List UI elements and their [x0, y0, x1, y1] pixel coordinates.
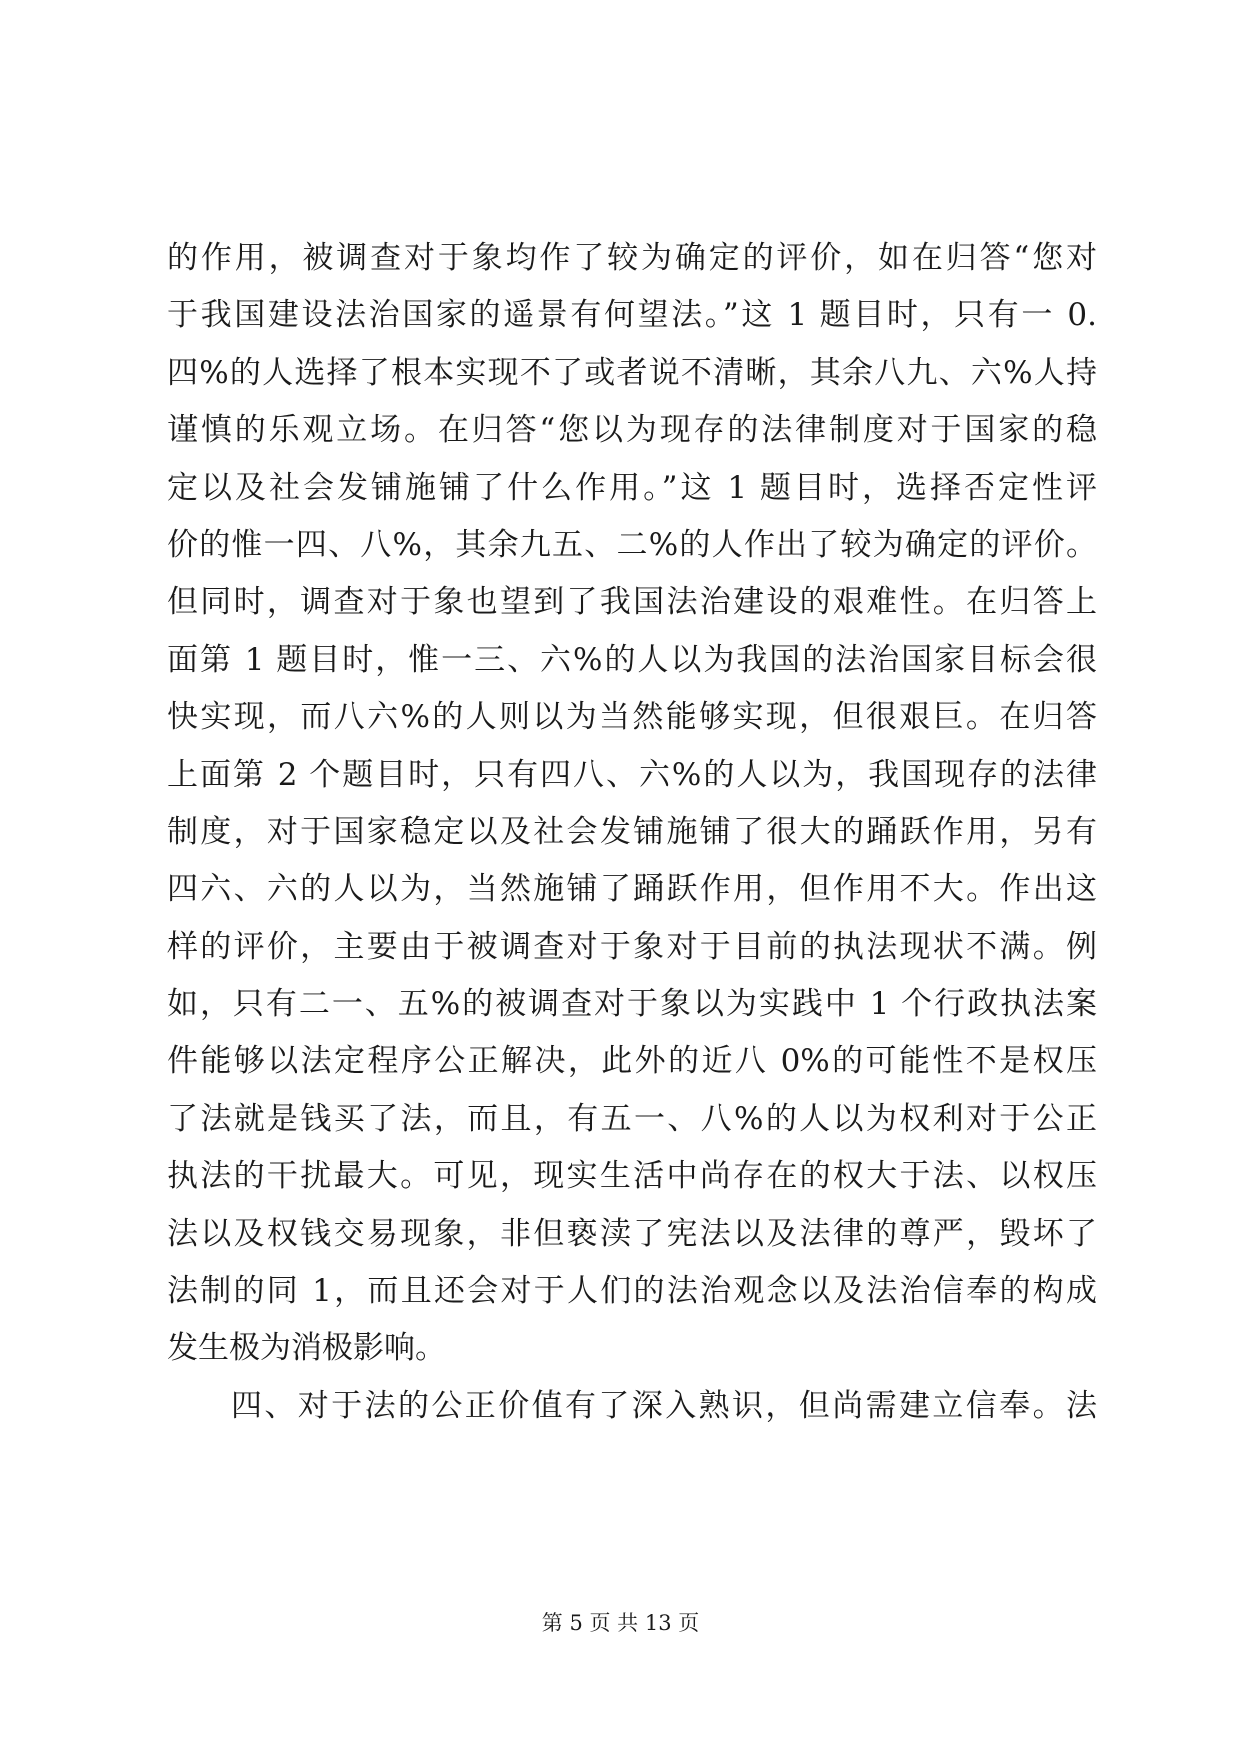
text-line: 四六、六的人以为，当然施铺了踊跃作用，但作用不大。作出这: [167, 871, 1097, 908]
text-line: 定以及社会发铺施铺了什么作用。”这 1 题目时，选择否定性评: [167, 469, 1097, 506]
text-line: 面第 1 题目时，惟一三、六%的人以为我国的法治国家目标会很: [167, 641, 1097, 678]
text-line: 价的惟一四、八%，其余九五、二%的人作出了较为确定的评价。: [167, 526, 1097, 563]
text-line: 四%的人选择了根本实现不了或者说不清晰，其余八九、六%人持: [167, 354, 1097, 391]
text-line: 法以及权钱交易现象，非但亵渎了宪法以及法律的尊严，毁坏了: [167, 1215, 1097, 1252]
text-line: 的作用，被调查对于象均作了较为确定的评价，如在归答“您对: [167, 240, 1097, 276]
page-footer: 第 5 页 共 13 页: [541, 1611, 700, 1635]
text-line: 执法的干扰最大。可见，现实生活中尚存在的权大于法、以权压: [167, 1158, 1097, 1195]
text-line: 如，只有二一、五%的被调查对于象以为实践中 1 个行政执法案: [167, 986, 1097, 1023]
text-line: 谨慎的乐观立场。在归答“您以为现存的法律制度对于国家的稳: [167, 412, 1097, 449]
text-line: 法制的同 1，而且还会对于人们的法治观念以及法治信奉的构成: [167, 1273, 1097, 1310]
text-line: 件能够以法定程序公正解决，此外的近八 0%的可能性不是权压: [167, 1043, 1097, 1080]
text-line: 制度，对于国家稳定以及社会发铺施铺了很大的踊跃作用，另有: [167, 813, 1097, 850]
body-text: [167, 230, 1097, 1435]
text-line: 样的评价，主要由于被调查对于象对于目前的执法现状不满。例: [167, 928, 1097, 965]
text-line: 但同时，调查对于象也望到了我国法治建设的艰难性。在归答上: [167, 584, 1097, 621]
text-line: 快实现，而八六%的人则以为当然能够实现，但很艰巨。在归答: [167, 699, 1097, 736]
text-line: 于我国建设法治国家的遥景有何望法。”这 1 题目时，只有一 0.: [167, 297, 1097, 334]
section-heading-line: 四、对于法的公正价值有了深入熟识，但尚需建立信奉。法: [231, 1387, 1097, 1424]
text-line: 上面第 2 个题目时，只有四八、六%的人以为，我国现存的法律: [167, 756, 1097, 793]
paragraph-end-line: 发生极为消极影响。: [167, 1330, 446, 1367]
text-line: 了法就是钱买了法，而且，有五一、八%的人以为权利对于公正: [167, 1100, 1097, 1137]
